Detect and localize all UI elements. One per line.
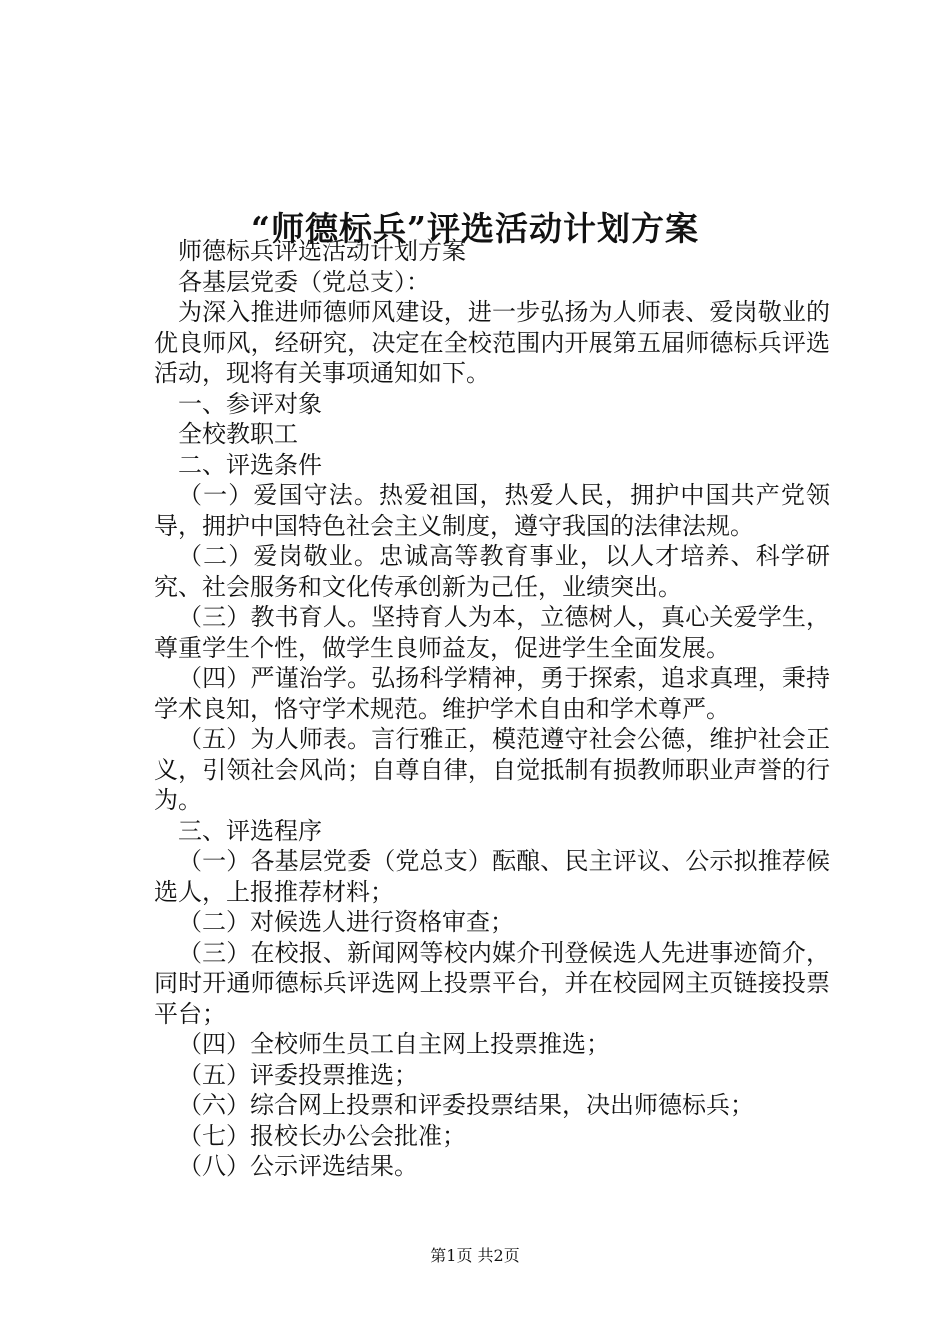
procedure-item-7: （七）报校长办公会批准； [178, 1121, 466, 1150]
procedure-item-6: （六）综合网上投票和评委投票结果，决出师德标兵； [178, 1091, 754, 1119]
section-heading-2: 二、评选条件 [178, 450, 322, 479]
section-heading-3: 三、评选程序 [178, 816, 322, 845]
procedure-item-8: （八）公示评选结果。 [178, 1152, 418, 1180]
criteria-item-3: （三）教书育人。坚持育人为本，立德树人，真心关爱学生，尊重学生个性，做学生良师益友，促进学生全面发展。 [154, 603, 830, 662]
page-footer: 第1页 共2页 [430, 1246, 520, 1265]
document-body [154, 236, 830, 1182]
paragraph-subtitle: 师德标兵评选活动计划方案 [178, 237, 466, 265]
section-heading-1: 一、参评对象 [178, 389, 322, 418]
procedure-item-1: （一）各基层党委（党总支）酝酿、民主评议、公示拟推荐候选人，上报推荐材料； [154, 847, 830, 906]
criteria-item-5: （五）为人师表。言行雅正，模范遵守社会公德，维护社会正义，引领社会风尚；自尊自律，自觉抵制有损教师职业声誉的行为。 [154, 725, 830, 814]
procedure-item-2: （二）对候选人进行资格审查； [178, 908, 514, 936]
page-title: “师德标兵”评选活动计划方案 [251, 209, 699, 249]
procedure-item-4: （四）全校师生员工自主网上投票推选； [178, 1030, 610, 1058]
paragraph-eligible: 全校教职工 [178, 420, 298, 448]
procedure-item-3: （三）在校报、新闻网等校内媒介刊登候选人先进事迹简介，同时开通师德标兵评选网上投票平台，并在校园网主页链接投票平台； [154, 938, 830, 1028]
criteria-item-1: （一）爱国守法。热爱祖国，热爱人民，拥护中国共产党领导，拥护中国特色社会主义制度，遵守我国的法律法规。 [154, 481, 830, 540]
procedure-item-5: （五）评委投票推选； [178, 1060, 418, 1089]
criteria-item-2: （二）爱岗敬业。忠诚高等教育事业，以人才培养、科学研究、社会服务和文化传承创新为己任，业绩突出。 [154, 542, 830, 601]
criteria-item-4: （四）严谨治学。弘扬科学精神，勇于探索，追求真理，秉持学术良知，恪守学术规范。维护学术自由和学术尊严。 [154, 664, 830, 723]
paragraph-addressee: 各基层党委（党总支）： [178, 267, 430, 296]
paragraph-intro: 为深入推进师德师风建设，进一步弘扬为人师表、爱岗敬业的优良师风，经研究，决定在全校范围内开展第五届师德标兵评选活动，现将有关事项通知如下。 [154, 298, 830, 387]
